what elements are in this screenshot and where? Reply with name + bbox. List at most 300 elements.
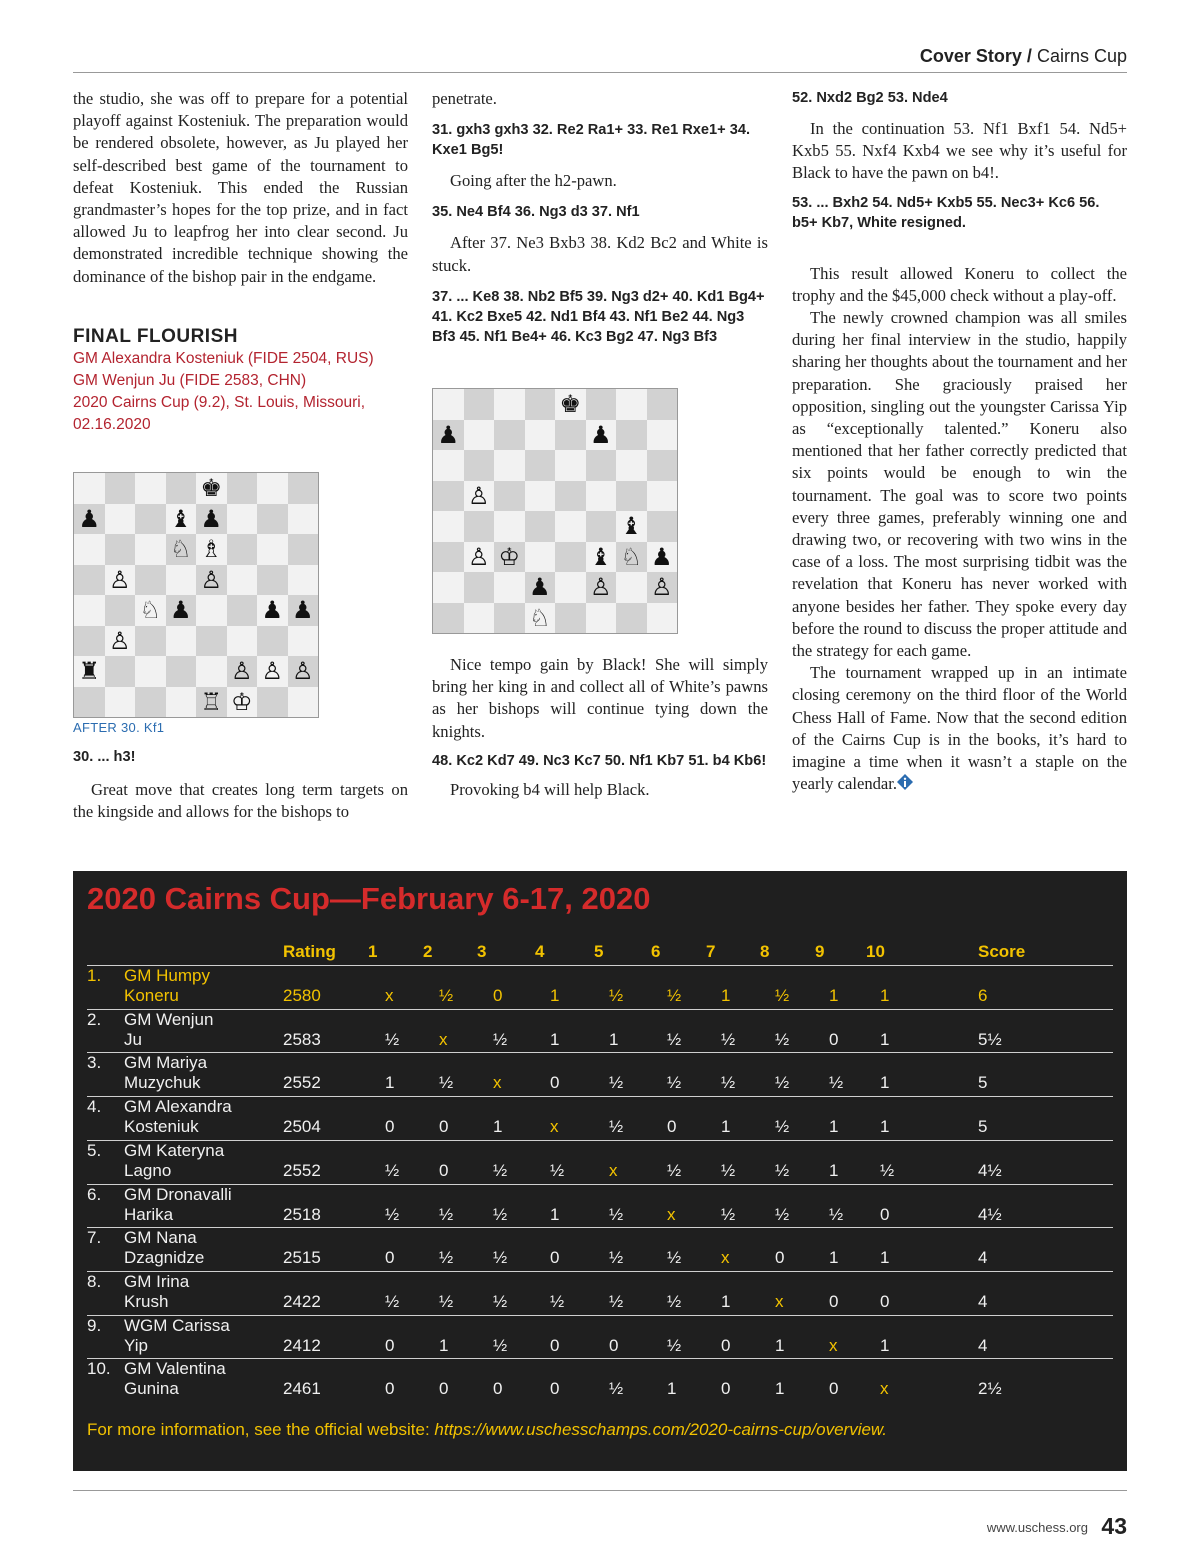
result-cell: 0 (609, 1335, 619, 1355)
result-cell: ½ (667, 1029, 682, 1049)
board-square (135, 504, 166, 535)
board-square (105, 595, 136, 626)
result-cell: 0 (667, 1117, 677, 1137)
result-cell: x (667, 1204, 676, 1224)
page-number: 43 (1101, 1513, 1127, 1539)
score: 5 (978, 1073, 988, 1093)
board-square (616, 511, 647, 542)
column-2 (432, 88, 768, 347)
board-square (288, 626, 319, 657)
body-paragraph: penetrate. (432, 89, 497, 108)
board-square (257, 687, 288, 718)
table-row (87, 1271, 1113, 1315)
rating: 2461 (283, 1379, 321, 1399)
rating: 2580 (283, 986, 321, 1005)
board-square (464, 603, 495, 634)
score: 4½ (978, 1160, 1002, 1180)
result-cell: ½ (667, 1335, 682, 1355)
result-cell: 0 (385, 1335, 395, 1355)
result-cell: ½ (609, 1291, 624, 1311)
board-square (616, 420, 647, 451)
board-square (525, 542, 556, 573)
result-cell: ½ (667, 1160, 682, 1180)
player-name: Yip (124, 1335, 148, 1355)
result-cell: ½ (667, 1291, 682, 1311)
board-square (135, 687, 166, 718)
header-subsection: Cairns Cup (1036, 46, 1127, 66)
board-square (616, 389, 647, 420)
result-cell: ½ (385, 1160, 400, 1180)
board-square (227, 595, 258, 626)
board-square (135, 565, 166, 596)
black-bishop-icon: ♝ (169, 504, 192, 533)
rating: 2412 (283, 1335, 321, 1355)
board-square (586, 511, 617, 542)
player-name: Kosteniuk (124, 1117, 199, 1137)
rank: 4. (87, 1097, 102, 1117)
player-name: WGM Carissa (124, 1315, 230, 1335)
white-pawn-icon: ♙ (108, 565, 131, 594)
result-cell: 0 (880, 1291, 890, 1311)
board-square (555, 511, 586, 542)
body-paragraph: After 37. Ne3 Bxb3 38. Kd2 Bc2 and White is stuck. (432, 233, 768, 275)
result-cell: ½ (493, 1160, 508, 1180)
board-square (105, 504, 136, 535)
player-name: Krush (124, 1291, 169, 1311)
section-title: FINAL FLOURISH (73, 325, 238, 347)
board-square (586, 603, 617, 634)
board-square (647, 450, 678, 481)
board-square (616, 450, 647, 481)
info-icon (897, 774, 913, 790)
game-event: 2020 Cairns Cup (9.2), St. Louis, Missouri, (73, 393, 366, 411)
board-square (74, 504, 105, 535)
result-cell: 1 (775, 1379, 785, 1399)
result-cell: x (550, 1117, 559, 1137)
header-round: 6 (651, 942, 661, 961)
board-square (227, 626, 258, 657)
board-square (433, 511, 464, 542)
board-square (257, 534, 288, 565)
result-cell: ½ (385, 1291, 400, 1311)
board-square (647, 420, 678, 451)
result-cell: ½ (493, 1291, 508, 1311)
board-square (433, 542, 464, 573)
board-square (525, 572, 556, 603)
rank: 7. (87, 1228, 102, 1248)
board-square (257, 504, 288, 535)
footer-rule (73, 1490, 1127, 1491)
board-square (586, 572, 617, 603)
info-line (87, 1420, 887, 1440)
board-square (494, 481, 525, 512)
game-black-player: GM Wenjun Ju (FIDE 2583, CHN) (73, 371, 307, 389)
result-cell: ½ (721, 1073, 736, 1093)
rank: 3. (87, 1053, 102, 1073)
board-square (227, 534, 258, 565)
player-name: Gunina (124, 1379, 179, 1399)
board-square (616, 481, 647, 512)
result-cell: x (721, 1248, 730, 1268)
result-cell: ½ (439, 986, 454, 1005)
black-bishop-icon: ♝ (620, 512, 642, 541)
result-cell: 1 (721, 1291, 731, 1311)
header-round: 10 (866, 942, 885, 961)
black-pawn-icon: ♟ (528, 573, 551, 602)
board-square (586, 389, 617, 420)
result-cell: ½ (667, 1073, 682, 1093)
result-cell: 0 (829, 1029, 839, 1049)
header-round: 1 (368, 942, 378, 961)
move-line: 52. Nxd2 Bg2 53. Nde4 (792, 90, 948, 106)
footer-url[interactable]: www.uschess.org (986, 1520, 1088, 1535)
result-cell: ½ (493, 1204, 508, 1224)
score: 6 (978, 986, 988, 1005)
rating: 2515 (283, 1248, 321, 1268)
black-rook-icon: ♜ (78, 657, 100, 686)
white-knight-icon: ♘ (620, 542, 642, 571)
result-cell: ½ (721, 1029, 736, 1049)
black-pawn-icon: ♟ (169, 596, 192, 625)
result-cell: ½ (721, 1160, 736, 1180)
white-pawn-icon: ♙ (650, 573, 673, 602)
board-square (433, 389, 464, 420)
rating: 2552 (283, 1073, 321, 1093)
white-pawn-icon: ♙ (467, 481, 490, 510)
black-pawn-icon: ♟ (291, 596, 314, 625)
white-knight-icon: ♘ (139, 596, 161, 625)
board-square (525, 450, 556, 481)
black-pawn-icon: ♟ (78, 504, 100, 533)
board-square (616, 603, 647, 634)
rank: 10. (87, 1359, 111, 1379)
board-square (196, 595, 227, 626)
info-link[interactable]: https://www.uschesschamps.com/2020-cairns-cup/overview. (434, 1420, 887, 1439)
page-header (920, 46, 1127, 67)
result-cell: 1 (439, 1335, 449, 1355)
result-cell: x (880, 1379, 889, 1399)
board-square (647, 603, 678, 634)
table-row (87, 1184, 1113, 1228)
header-round: 3 (477, 942, 487, 961)
board-square (555, 481, 586, 512)
move-line: 53. ... Bxh2 54. Nd5+ Kxb5 55. Nec3+ Kc6 56. b5+ Kb7, White resigned. (792, 194, 1100, 231)
board-square (105, 687, 136, 718)
board-square (227, 473, 258, 504)
closing-text: The tournament wrapped up in an intimate closing ceremony on the third floor of the World Chess Hall of Fame. Now that the second edition of the Cairns Cup is in the books, it’s hard to imagine a time when it wasn’t a staple on the yearly calendar. (792, 663, 1127, 794)
result-cell: 1 (880, 1335, 890, 1355)
result-cell: 1 (775, 1335, 785, 1355)
result-cell: x (775, 1291, 784, 1311)
table-row (87, 965, 1113, 1009)
board-square (555, 450, 586, 481)
result-cell: ½ (775, 1160, 790, 1180)
board-square (166, 595, 197, 626)
header-score: Score (978, 942, 1026, 961)
result-cell: 0 (493, 986, 503, 1005)
result-cell: 1 (493, 1117, 503, 1137)
board-square (166, 473, 197, 504)
board-square (196, 626, 227, 657)
result-cell: ½ (609, 1379, 624, 1399)
result-cell: x (609, 1160, 618, 1180)
board-square (257, 626, 288, 657)
header-round: 5 (594, 942, 604, 961)
board-square (105, 626, 136, 657)
board-square (105, 534, 136, 565)
body-paragraph: Great move that creates long term targets on the kingside and allows for the bishops to (73, 780, 408, 822)
score: 4 (978, 1248, 988, 1268)
board-square (586, 450, 617, 481)
board-square (166, 504, 197, 535)
result-cell: 0 (439, 1160, 449, 1180)
board-square (494, 603, 525, 634)
header-rating: Rating (283, 942, 336, 961)
result-cell: 1 (721, 1117, 731, 1137)
body-paragraph (792, 662, 1127, 795)
white-pawn-icon: ♙ (261, 657, 283, 686)
result-cell: ½ (439, 1073, 454, 1093)
board-square (257, 595, 288, 626)
black-bishop-icon: ♝ (589, 542, 612, 571)
player-name: Muzychuk (124, 1073, 201, 1093)
board-square (586, 542, 617, 573)
table-row (87, 1140, 1113, 1184)
result-cell: 0 (550, 1379, 560, 1399)
header-separator: / (1026, 46, 1032, 66)
result-cell: 1 (880, 1117, 890, 1137)
board-square (227, 565, 258, 596)
result-cell: 1 (880, 1029, 890, 1049)
result-cell: 1 (829, 1248, 839, 1268)
board-square (227, 687, 258, 718)
chess-board-2 (432, 388, 678, 634)
result-cell: 0 (880, 1204, 890, 1224)
player-name: GM Irina (124, 1271, 190, 1291)
result-cell: ½ (775, 1073, 790, 1093)
rank: 1. (87, 966, 102, 985)
header-round: 4 (535, 942, 545, 961)
result-cell: 1 (667, 1379, 677, 1399)
result-cell: 0 (439, 1379, 449, 1399)
board-square (494, 389, 525, 420)
body-paragraph: Going after the h2-pawn. (450, 171, 617, 191)
result-cell: 0 (721, 1335, 731, 1355)
result-cell: x (829, 1335, 838, 1355)
result-cell: 1 (880, 1073, 890, 1093)
board-square (74, 595, 105, 626)
white-pawn-icon: ♙ (200, 565, 222, 594)
board-square (494, 542, 525, 573)
header-round: 7 (706, 942, 716, 961)
player-name: GM Mariya (124, 1053, 208, 1073)
board-square (288, 534, 319, 565)
result-cell: 1 (829, 1160, 839, 1180)
board-square (105, 565, 136, 596)
header-round: 2 (423, 942, 433, 961)
info-text: For more information, see the official website: (87, 1420, 435, 1439)
black-pawn-icon: ♟ (650, 542, 673, 571)
board-square (464, 420, 495, 451)
move-line: 37. ... Ke8 38. Nb2 Bf5 39. Ng3 d2+ 40. Kd1 Bg4+ 41. Kc2 Bxe5 42. Nd1 Bf4 43. Nf1 Be2 44. Ng3 Bf3 45. Nf1 Be4+ 46. Kc3 Bg2 47. Ng3 Bf3 (432, 288, 765, 345)
board-square (464, 481, 495, 512)
rating: 2583 (283, 1029, 321, 1049)
result-cell: 0 (385, 1379, 395, 1399)
move-line: 30. ... h3! (73, 749, 136, 765)
board-square (288, 504, 319, 535)
rank: 5. (87, 1140, 102, 1160)
rank: 8. (87, 1271, 102, 1291)
player-name: GM Humpy (124, 966, 210, 985)
board-square (196, 687, 227, 718)
board-square (433, 420, 464, 451)
board-square (196, 656, 227, 687)
board-square (166, 687, 197, 718)
header-section: Cover Story (919, 46, 1022, 66)
score: 5 (978, 1117, 988, 1137)
board-square (525, 420, 556, 451)
board-square (586, 420, 617, 451)
player-name: Lagno (124, 1160, 172, 1180)
player-name: Harika (124, 1204, 174, 1224)
result-cell: 1 (880, 1248, 890, 1268)
result-cell: 0 (439, 1117, 449, 1137)
player-name: Ju (124, 1029, 142, 1049)
white-knight-icon: ♘ (528, 603, 551, 632)
board-square (555, 420, 586, 451)
board-square (494, 450, 525, 481)
black-pawn-icon: ♟ (437, 420, 459, 449)
board-square (647, 481, 678, 512)
black-pawn-icon: ♟ (589, 420, 612, 449)
table-row (87, 1227, 1113, 1271)
board-square (494, 420, 525, 451)
player-name: GM Kateryna (124, 1140, 225, 1160)
player-name: GM Wenjun (124, 1009, 214, 1029)
result-cell: 1 (550, 1204, 560, 1224)
rating: 2422 (283, 1291, 321, 1311)
board-square (464, 542, 495, 573)
board-square (525, 511, 556, 542)
player-name: Dzagnidze (124, 1248, 205, 1268)
board-square (196, 473, 227, 504)
player-name: GM Valentina (124, 1359, 226, 1379)
board-square (586, 481, 617, 512)
black-king-icon: ♚ (200, 474, 222, 503)
result-cell: ½ (609, 986, 624, 1005)
player-name: GM Dronavalli (124, 1184, 232, 1204)
white-pawn-icon: ♙ (467, 542, 490, 571)
board-square (464, 450, 495, 481)
result-cell: ½ (439, 1291, 454, 1311)
standings-table (73, 871, 1127, 1471)
result-cell: 1 (550, 986, 560, 1005)
board-square (135, 656, 166, 687)
result-cell: ½ (493, 1248, 508, 1268)
board-square (105, 473, 136, 504)
white-rook-icon: ♖ (200, 687, 222, 716)
result-cell: 1 (609, 1029, 619, 1049)
board-square (196, 504, 227, 535)
result-cell: ½ (667, 1248, 682, 1268)
score: 4½ (978, 1204, 1002, 1224)
white-pawn-icon: ♙ (589, 573, 612, 602)
game-date: 02.16.2020 (73, 415, 151, 433)
board-square (135, 534, 166, 565)
board-square (433, 572, 464, 603)
result-cell: 0 (829, 1379, 839, 1399)
result-cell: ½ (775, 1204, 790, 1224)
score: 5½ (978, 1029, 1002, 1049)
board-square (647, 542, 678, 573)
board-square (433, 603, 464, 634)
move-line: 35. Ne4 Bf4 36. Ng3 d3 37. Nf1 (432, 204, 640, 221)
header-rule (73, 72, 1127, 73)
result-cell: ½ (667, 986, 682, 1005)
table-row (87, 1358, 1113, 1402)
column-1-lower (73, 720, 408, 823)
result-cell: ½ (775, 986, 790, 1005)
board-square (494, 511, 525, 542)
player-name: GM Alexandra (124, 1097, 232, 1117)
board-caption: AFTER 30. Kf1 (73, 720, 165, 735)
result-cell: 0 (775, 1248, 785, 1268)
result-cell: ½ (385, 1029, 400, 1049)
board-square (74, 687, 105, 718)
move-line: 48. Kc2 Kd7 49. Nc3 Kc7 50. Nf1 Kb7 51. b4 Kb6! (432, 752, 767, 769)
body-paragraph: Provoking b4 will help Black. (450, 779, 650, 799)
body-paragraph: This result allowed Koneru to collect the trophy and the $45,000 check without a play-off. (792, 263, 1127, 305)
result-cell: 1 (550, 1029, 560, 1049)
board-square (464, 572, 495, 603)
score: 2½ (978, 1379, 1002, 1399)
board-square (135, 626, 166, 657)
result-cell: 1 (880, 986, 890, 1005)
table-row (87, 1009, 1113, 1053)
board-square (74, 473, 105, 504)
body-paragraph: the studio, she was off to prepare for a potential playoff against Kosteniuk. The preparation would be rendered obsolete, however, as Ju played her self-described best game of the tournament to defeat Kosteniuk. This ended the Russian grandmaster’s hopes for the top prize, and in fact allowed Ju to leapfrog her into clear second. Ju demonstrated incredible technique showing the dominance of the bishop pair in the endgame. (73, 89, 408, 286)
result-cell: ½ (775, 1029, 790, 1049)
result-cell: x (493, 1073, 502, 1093)
board-square (166, 626, 197, 657)
result-cell: 1 (829, 986, 839, 1005)
board-square (74, 565, 105, 596)
board-square (257, 473, 288, 504)
board-square (494, 572, 525, 603)
board-square (464, 389, 495, 420)
result-cell: 1 (721, 986, 731, 1005)
result-cell: 0 (385, 1248, 395, 1268)
board-square (555, 542, 586, 573)
result-cell: ½ (775, 1117, 790, 1137)
result-cell: ½ (550, 1160, 565, 1180)
result-cell: ½ (721, 1204, 736, 1224)
board-square (196, 565, 227, 596)
board-square (227, 504, 258, 535)
board-square (227, 656, 258, 687)
black-king-icon: ♚ (559, 390, 581, 419)
result-cell: ½ (609, 1204, 624, 1224)
board-square (464, 511, 495, 542)
body-paragraph: The newly crowned champion was all smiles during her final interview in the studio, happily sharing her thoughts about the tournament and her preparation. She graciously praised her opposition, singling out the youngster Carissa Yip as “exceptionally talented.” Koneru also mentioned that her father correctly predicted that six points would be enough to win the tournament. The goal was to score two points every three games, preferably winning one and drawing two, or recovering with two wins in the case of a loss. The most surprising tidbit was the revelation that Koneru has never worked with anyone besides her father. They spoke every day before the round to discuss the proper attitude and the strategy for each game. (792, 308, 1127, 661)
result-cell: ½ (493, 1029, 508, 1049)
board-square (74, 656, 105, 687)
board-square (555, 603, 586, 634)
board-square (288, 595, 319, 626)
result-cell: ½ (829, 1204, 844, 1224)
table-row (87, 1052, 1113, 1096)
board-square (525, 481, 556, 512)
